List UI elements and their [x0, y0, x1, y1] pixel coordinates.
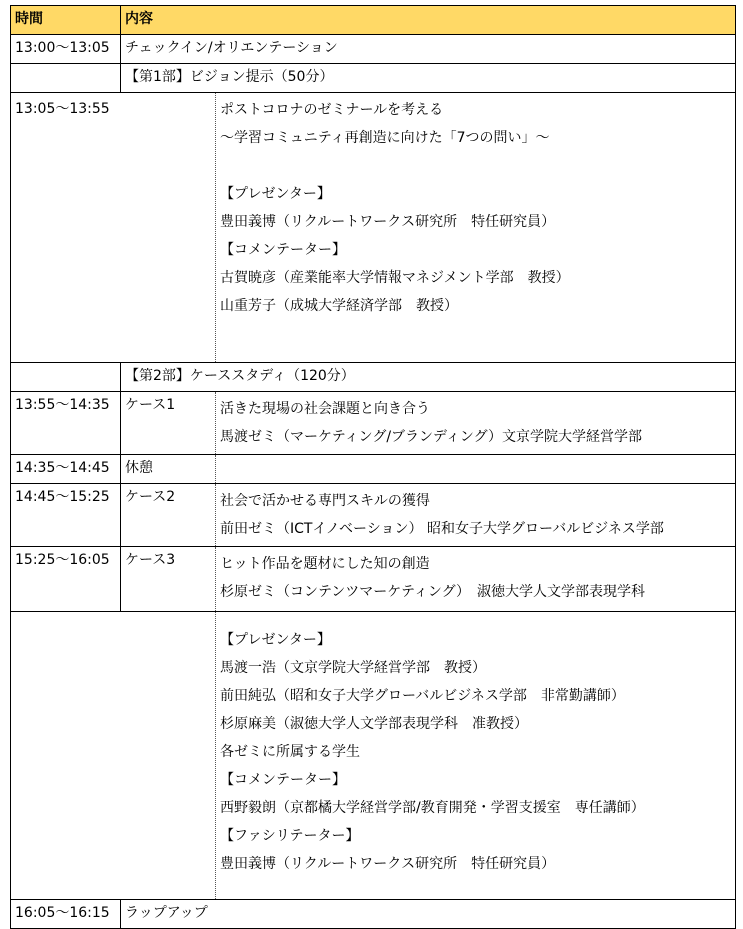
- case-content: [216, 484, 736, 547]
- case-line: 前田ゼミ（ICTイノベーション） 昭和女子大学グローバルビジネス学部: [220, 521, 664, 537]
- case-label: ケース2: [121, 484, 216, 547]
- presenter-line: 各ゼミに所属する学生: [220, 744, 360, 760]
- section-title-part2: 【第2部】ケーススタディ（120分）: [121, 363, 736, 392]
- row-part1-title: [11, 64, 736, 93]
- presenter-line: 西野毅朗（京都橘大学経営学部/教育開発・学習支援室 専任講師）: [220, 800, 645, 816]
- header-time: 時間: [11, 6, 121, 35]
- row-case2: [11, 484, 736, 547]
- content-cell: チェックイン/オリエンテーション: [121, 35, 736, 64]
- break-label: 休憩: [121, 455, 216, 484]
- time-cell: 15:25～16:05: [11, 547, 121, 612]
- program-table: [10, 5, 736, 929]
- presenter-line: 【プレゼンター】: [220, 632, 331, 648]
- row-wrapup: [11, 900, 736, 929]
- row-checkin: [11, 35, 736, 64]
- header-content: 内容: [121, 6, 736, 35]
- vision-content: [216, 93, 736, 363]
- vision-line: [220, 152, 731, 180]
- row-presenters: [11, 612, 736, 900]
- presenters-content: [216, 612, 736, 900]
- vision-line: 【コメンテーター】: [220, 242, 346, 258]
- row-case3: [11, 547, 736, 612]
- case-line: ヒット作品を題材にした知の創造: [220, 556, 430, 572]
- row-part2-title: [11, 363, 736, 392]
- row-case1: [11, 392, 736, 455]
- time-cell: 13:00～13:05: [11, 35, 121, 64]
- case-line: 杉原ゼミ（コンテンツマーケティング） 淑徳大学人文学部表現学科: [220, 584, 646, 600]
- time-cell: 14:45～15:25: [11, 484, 121, 547]
- vision-line: 豊田義博（リクルートワークス研究所 特任研究員）: [220, 214, 556, 230]
- case-label: ケース3: [121, 547, 216, 612]
- case-content: [216, 392, 736, 455]
- case-line: 社会で活かせる専門スキルの獲得: [220, 493, 430, 509]
- vision-line: 【プレゼンター】: [220, 186, 331, 202]
- case-line: 活きた現場の社会課題と向き合う: [220, 401, 430, 417]
- presenter-line: 豊田義博（リクルートワークス研究所 特任研究員）: [220, 856, 556, 872]
- row-vision: [11, 93, 736, 363]
- case-label: ケース1: [121, 392, 216, 455]
- case-line: 馬渡ゼミ（マーケティング/ブランディング）文京学院大学経営学部: [220, 429, 643, 445]
- vision-line: 山重芳子（成城大学経済学部 教授）: [220, 298, 458, 314]
- time-cell: 16:05～16:15: [11, 900, 121, 929]
- time-cell: 13:55～14:35: [11, 392, 121, 455]
- time-cell: 13:05～13:55: [11, 93, 216, 363]
- case-content: [216, 547, 736, 612]
- header-row: [11, 6, 736, 35]
- vision-line: 古賀暁彦（産業能率大学情報マネジメント学部 教授）: [220, 270, 570, 286]
- presenter-line: 馬渡一浩（文京学院大学経営学部 教授）: [220, 660, 486, 676]
- break-content-empty: [216, 455, 736, 484]
- presenter-line: 前田純弘（昭和女子大学グローバルビジネス学部 非常勤講師）: [220, 688, 625, 704]
- time-cell: 14:35～14:45: [11, 455, 121, 484]
- presenter-line: 【ファシリテーター】: [220, 828, 360, 844]
- presenter-line: 【コメンテーター】: [220, 772, 346, 788]
- vision-line: ～学習コミュニティ再創造に向けた「7つの問い」～: [220, 130, 550, 146]
- presenter-line: 杉原麻美（淑徳大学人文学部表現学科 准教授）: [220, 716, 528, 732]
- time-cell-empty: [11, 363, 121, 392]
- vision-line: ポストコロナのゼミナールを考える: [220, 102, 444, 118]
- time-cell-empty: [11, 64, 121, 93]
- section-title-part1: 【第1部】ビジョン提示（50分）: [121, 64, 736, 93]
- row-break: [11, 455, 736, 484]
- content-cell: ラップアップ: [121, 900, 736, 929]
- time-cell-empty: [11, 612, 216, 900]
